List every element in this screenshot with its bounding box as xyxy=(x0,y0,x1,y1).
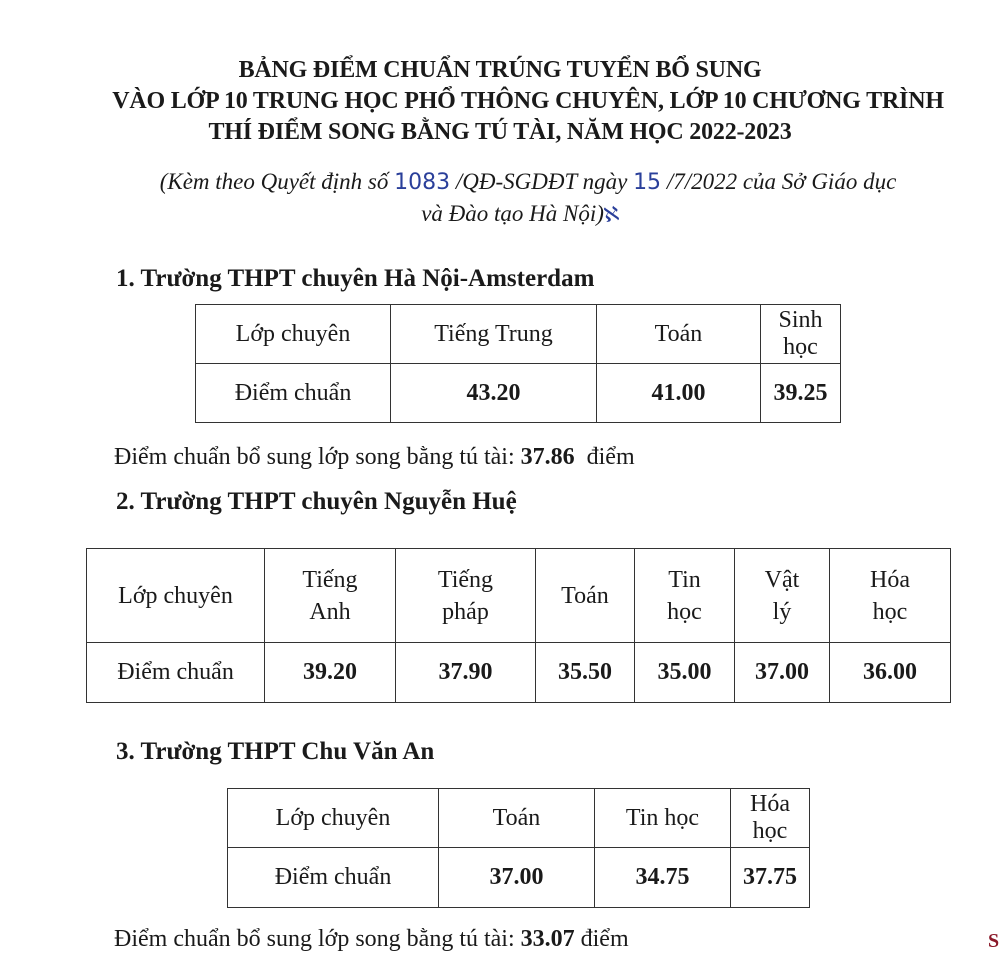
subtitle-text-1: (Kèm theo Quyết định số xyxy=(159,169,395,194)
table-row xyxy=(228,789,810,848)
subject-cell: Tin học xyxy=(595,789,731,848)
document-title-line-3: THÍ ĐIỂM SONG BẰNG TÚ TÀI, NĂM HỌC 2022-2023 xyxy=(208,119,792,145)
row-label-score: Điểm chuẩn xyxy=(196,364,391,423)
section-3-bilingual-note xyxy=(114,924,629,954)
subject-cell: Toán xyxy=(439,789,595,848)
row-label-score: Điểm chuẩn xyxy=(87,643,265,703)
section-2-score-table xyxy=(86,548,951,703)
note-unit: điểm xyxy=(574,444,635,470)
section-2-heading: 2. Trường THPT chuyên Nguyễn Huệ xyxy=(116,488,517,515)
subject-cell: Toán xyxy=(597,305,761,364)
document-title-line-2: VÀO LỚP 10 TRUNG HỌC PHỔ THÔNG CHUYÊN, LỚP 10 CHƯƠNG TRÌNH xyxy=(112,88,944,114)
subject-cell xyxy=(536,549,635,643)
table-row xyxy=(228,848,810,908)
subject-line: pháp xyxy=(442,598,489,625)
score-cell: 37.75 xyxy=(731,848,810,908)
decision-day-handwritten: 15 xyxy=(633,170,662,195)
decision-number-handwritten: 1083 xyxy=(394,170,451,195)
table-row xyxy=(196,364,841,423)
row-label-score: Điểm chuẩn xyxy=(228,848,439,908)
subject-cell xyxy=(830,549,951,643)
document-subtitle-line-2 xyxy=(20,198,1000,230)
document-subtitle xyxy=(28,166,1000,198)
subject-cell: Hóa học xyxy=(731,789,810,848)
subtitle-text-4: và Đào tạo Hà Nội) xyxy=(421,201,604,226)
subject-line: học xyxy=(872,598,908,625)
score-cell: 37.00 xyxy=(439,848,595,908)
section-1-score-table xyxy=(195,304,841,423)
table-row xyxy=(87,549,951,643)
score-cell: 35.50 xyxy=(536,643,635,703)
subject-cell xyxy=(735,549,830,643)
row-label-class: Lớp chuyên xyxy=(87,549,265,643)
subject-cell: Tiếng Trung xyxy=(391,305,597,364)
subject-line: Tin xyxy=(668,566,701,593)
subject-cell xyxy=(396,549,536,643)
score-cell: 37.90 xyxy=(396,643,536,703)
score-cell: 43.20 xyxy=(391,364,597,423)
subject-line: học xyxy=(667,598,702,625)
subject-line: Toán xyxy=(561,582,609,609)
subject-cell xyxy=(635,549,735,643)
score-cell: 35.00 xyxy=(635,643,735,703)
score-cell: 37.00 xyxy=(735,643,830,703)
table-row xyxy=(196,305,841,364)
section-1-heading: 1. Trường THPT chuyên Hà Nội-Amsterdam xyxy=(116,265,595,292)
note-unit: điểm xyxy=(574,926,629,952)
subject-line: lý xyxy=(772,598,792,625)
stamp-fragment-icon: S xyxy=(988,930,1000,952)
subject-line: Tiếng xyxy=(302,566,358,593)
note-score: 37.86 xyxy=(520,444,575,470)
row-label-class: Lớp chuyên xyxy=(228,789,439,848)
subject-line: Hóa xyxy=(870,566,910,593)
score-cell: 39.25 xyxy=(761,364,841,423)
section-3-score-table xyxy=(227,788,810,908)
score-cell: 34.75 xyxy=(595,848,731,908)
table-row xyxy=(87,643,951,703)
subject-line: Anh xyxy=(309,598,351,625)
section-1-bilingual-note xyxy=(114,442,635,472)
subject-cell: Sinh học xyxy=(761,305,841,364)
score-cell: 36.00 xyxy=(830,643,951,703)
document-title-line-1: BẢNG ĐIỂM CHUẨN TRÚNG TUYỂN BỔ SUNG xyxy=(238,57,762,83)
subject-line: Tiếng xyxy=(437,566,494,593)
subject-line: Vật xyxy=(764,566,800,593)
row-label-class: Lớp chuyên xyxy=(196,305,391,364)
initials-mark-icon: ℵ xyxy=(601,200,621,228)
subtitle-text-3: /7/2022 của Sở Giáo dục xyxy=(661,169,897,194)
score-cell: 39.20 xyxy=(265,643,396,703)
subject-cell xyxy=(265,549,396,643)
subtitle-text-2: /QĐ-SGDĐT ngày xyxy=(450,169,634,194)
note-score: 33.07 xyxy=(520,926,575,952)
section-3-heading: 3. Trường THPT Chu Văn An xyxy=(116,738,435,765)
note-text: Điểm chuẩn bổ sung lớp song bằng tú tài: xyxy=(114,926,521,952)
note-text: Điểm chuẩn bổ sung lớp song bằng tú tài: xyxy=(114,444,521,470)
score-cell: 41.00 xyxy=(597,364,761,423)
